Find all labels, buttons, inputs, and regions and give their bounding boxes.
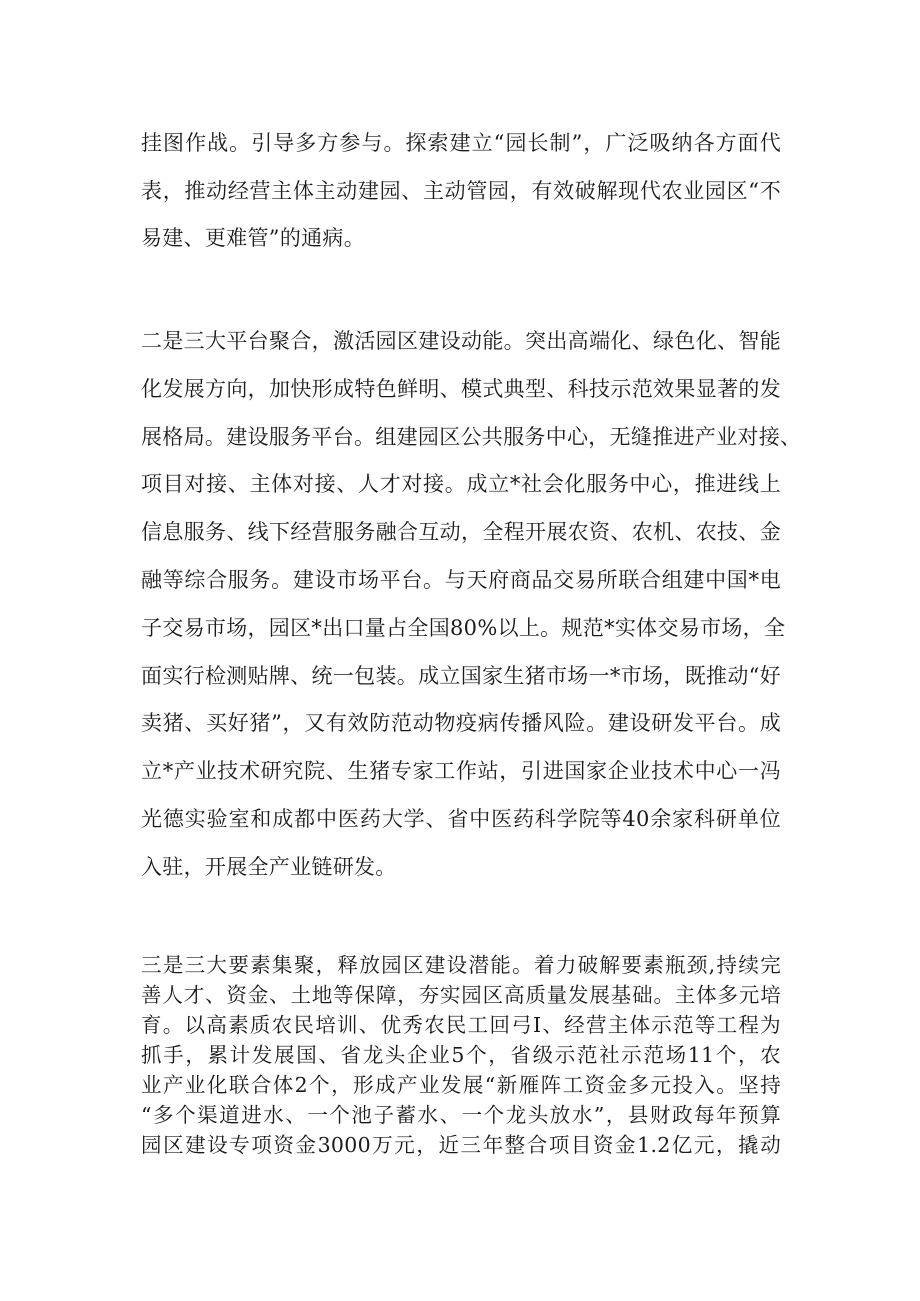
text-line: 三是三大要素集聚，释放园区建设潜能。着力破解要素瓶颈,持续完	[141, 953, 781, 977]
text-line: 二是三大平台聚合，激活园区建设动能。突出高端化、绿色化、智能	[141, 329, 781, 353]
paragraph-3	[141, 950, 781, 1160]
paragraph-2	[141, 318, 802, 892]
text-line: 表，推动经营主体主动建园、主动管园，有效破解现代农业园区“不	[141, 178, 781, 203]
text-line: 挂图作战。引导多方参与。探索建立“园长制”，广泛吸纳各方面代	[141, 131, 781, 155]
text-line: 园区建设专项资金3000万元，近三年整合项目资金1.2亿元，撬动	[141, 1133, 781, 1157]
text-line: 项目对接、主体对接、人才对接。成立*社会化服务中心，推进线上	[141, 472, 781, 497]
text-line: 业产业化联合体2个，形成产业发展“新雁阵工资金多元投入。坚持	[141, 1073, 781, 1097]
text-line: 入驻，开展全产业链研发。	[141, 854, 397, 879]
text-line: 光德实验室和成都中医药大学、省中医药科学院等40余家科研单位	[141, 806, 781, 831]
text-line: 易建、更难管”的通病。	[141, 226, 366, 250]
text-line: “多个渠道进水、一个池子蓄水、一个龙头放水”，县财政每年预算	[141, 1103, 781, 1127]
text-line: 立*产业技术研究院、生猪专家工作站，引进国家企业技术中心一冯	[141, 759, 781, 784]
text-line: 子交易市场，园区*出口量占全国80%以上。规范*实体交易市场，全	[141, 615, 786, 640]
text-line: 面实行检测贴牌、统一包装。成立国家生猪市场一*市场，既推动“好	[141, 663, 781, 688]
text-line: 育。以高素质农民培训、优秀农民工回弓I、经营主体示范等工程为	[141, 1013, 781, 1037]
text-line: 善人才、资金、土地等保障，夯实园区高质量发展基础。主体多元培	[141, 983, 781, 1007]
text-line: 展格局。建设服务平台。组建园区公共服务中心，无缝推进产业对接、	[141, 424, 802, 449]
text-line: 抓手，累计发展国、省龙头企业5个，省级示范社示范场11个，农	[141, 1043, 781, 1067]
text-line: 化发展方向，加快形成特色鲜明、模式典型、科技示范效果显著的发	[141, 376, 781, 401]
text-line: 融等综合服务。建设市场平台。与天府商品交易所联合组建中国*电	[141, 567, 781, 592]
text-line: 卖猪、买好猪”，又有效防范动物疫病传播风险。建设研发平台。成	[141, 711, 781, 736]
text-line: 信息服务、线下经营服务融合互动，全程开展农资、农机、农技、金	[141, 520, 781, 545]
paragraph-1	[141, 120, 781, 263]
